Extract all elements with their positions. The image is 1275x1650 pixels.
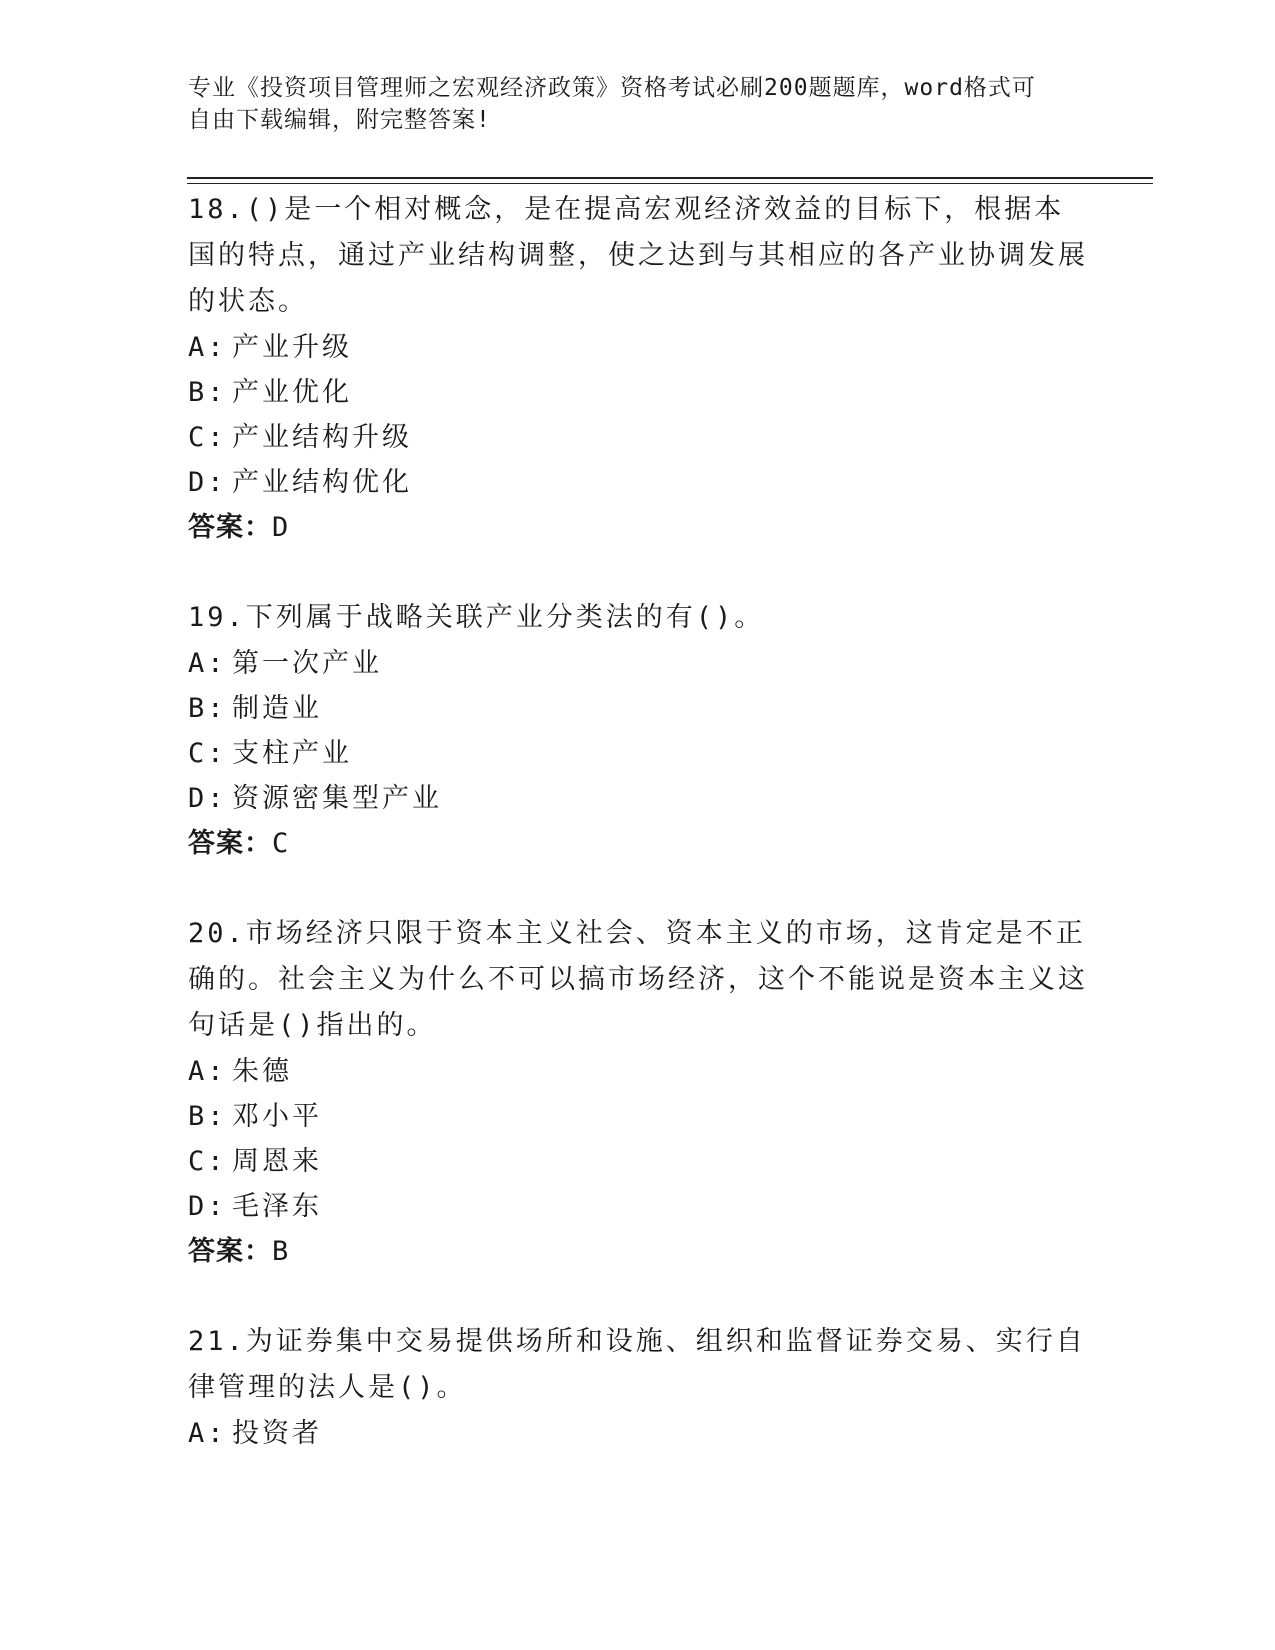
option-text: 毛泽东 bbox=[232, 1191, 322, 1222]
option-key: A: bbox=[188, 1418, 227, 1449]
option-key: C: bbox=[188, 738, 227, 769]
option-key: C: bbox=[188, 422, 227, 453]
question-item bbox=[188, 595, 1088, 867]
header-divider-thick bbox=[187, 177, 1153, 179]
option-text: 周恩来 bbox=[232, 1146, 322, 1177]
option-key: A: bbox=[188, 1056, 227, 1087]
option-d bbox=[188, 460, 1088, 505]
question-text: 19.下列属于战略关联产业分类法的有()。 bbox=[188, 602, 765, 633]
answer bbox=[188, 821, 1088, 867]
answer-label: 答案： bbox=[188, 1236, 272, 1267]
option-text: 朱德 bbox=[232, 1056, 292, 1087]
option-a bbox=[188, 325, 1088, 370]
question-text: 20.市场经济只限于资本主义社会、资本主义的市场，这肯定是不正确的。社会主义为什么不可以搞市场经济，这个不能说是资本主义这句话是()指出的。 bbox=[188, 918, 1088, 1041]
option-a bbox=[188, 641, 1088, 686]
option-text: 邓小平 bbox=[232, 1101, 322, 1132]
answer-value: C bbox=[272, 828, 290, 859]
answer-value: B bbox=[272, 1236, 290, 1267]
option-key: A: bbox=[188, 648, 227, 679]
option-text: 第一次产业 bbox=[232, 648, 382, 679]
option-c bbox=[188, 731, 1088, 776]
option-a bbox=[188, 1049, 1088, 1094]
option-text: 产业优化 bbox=[232, 377, 352, 408]
option-text: 资源密集型产业 bbox=[232, 783, 442, 814]
answer bbox=[188, 505, 1088, 551]
option-d bbox=[188, 776, 1088, 821]
option-c bbox=[188, 415, 1088, 460]
option-d bbox=[188, 1184, 1088, 1229]
option-key: C: bbox=[188, 1146, 227, 1177]
question-item bbox=[188, 911, 1088, 1275]
header-divider-thin bbox=[187, 183, 1153, 184]
option-text: 产业结构优化 bbox=[232, 467, 412, 498]
option-c bbox=[188, 1139, 1088, 1184]
option-text: 制造业 bbox=[232, 693, 322, 724]
option-text: 投资者 bbox=[232, 1418, 322, 1449]
question-list bbox=[188, 187, 1088, 1500]
question-item bbox=[188, 1319, 1088, 1456]
question-text: 18.()是一个相对概念，是在提高宏观经济效益的目标下，根据本国的特点，通过产业结构调整，使之达到与其相应的各产业协调发展的状态。 bbox=[188, 194, 1088, 317]
question-item bbox=[188, 187, 1088, 551]
answer-value: D bbox=[272, 512, 290, 543]
option-b bbox=[188, 1094, 1088, 1139]
header-line-2: 自由下载编辑，附完整答案! bbox=[188, 107, 491, 133]
option-a bbox=[188, 1411, 1088, 1456]
document-header bbox=[188, 72, 1068, 136]
option-text: 支柱产业 bbox=[232, 738, 352, 769]
header-line-1: 专业《投资项目管理师之宏观经济政策》资格考试必刷200题题库，word格式可 bbox=[188, 75, 1036, 101]
option-key: B: bbox=[188, 1101, 227, 1132]
option-key: D: bbox=[188, 783, 227, 814]
question-text: 21.为证券集中交易提供场所和设施、组织和监督证券交易、实行自律管理的法人是()。 bbox=[188, 1326, 1086, 1403]
option-b bbox=[188, 686, 1088, 731]
option-key: D: bbox=[188, 1191, 227, 1222]
option-b bbox=[188, 370, 1088, 415]
answer-label: 答案： bbox=[188, 828, 272, 859]
answer bbox=[188, 1229, 1088, 1275]
option-key: B: bbox=[188, 377, 227, 408]
answer-label: 答案： bbox=[188, 512, 272, 543]
option-text: 产业结构升级 bbox=[232, 422, 412, 453]
option-text: 产业升级 bbox=[232, 332, 352, 363]
option-key: A: bbox=[188, 332, 227, 363]
option-key: D: bbox=[188, 467, 227, 498]
option-key: B: bbox=[188, 693, 227, 724]
